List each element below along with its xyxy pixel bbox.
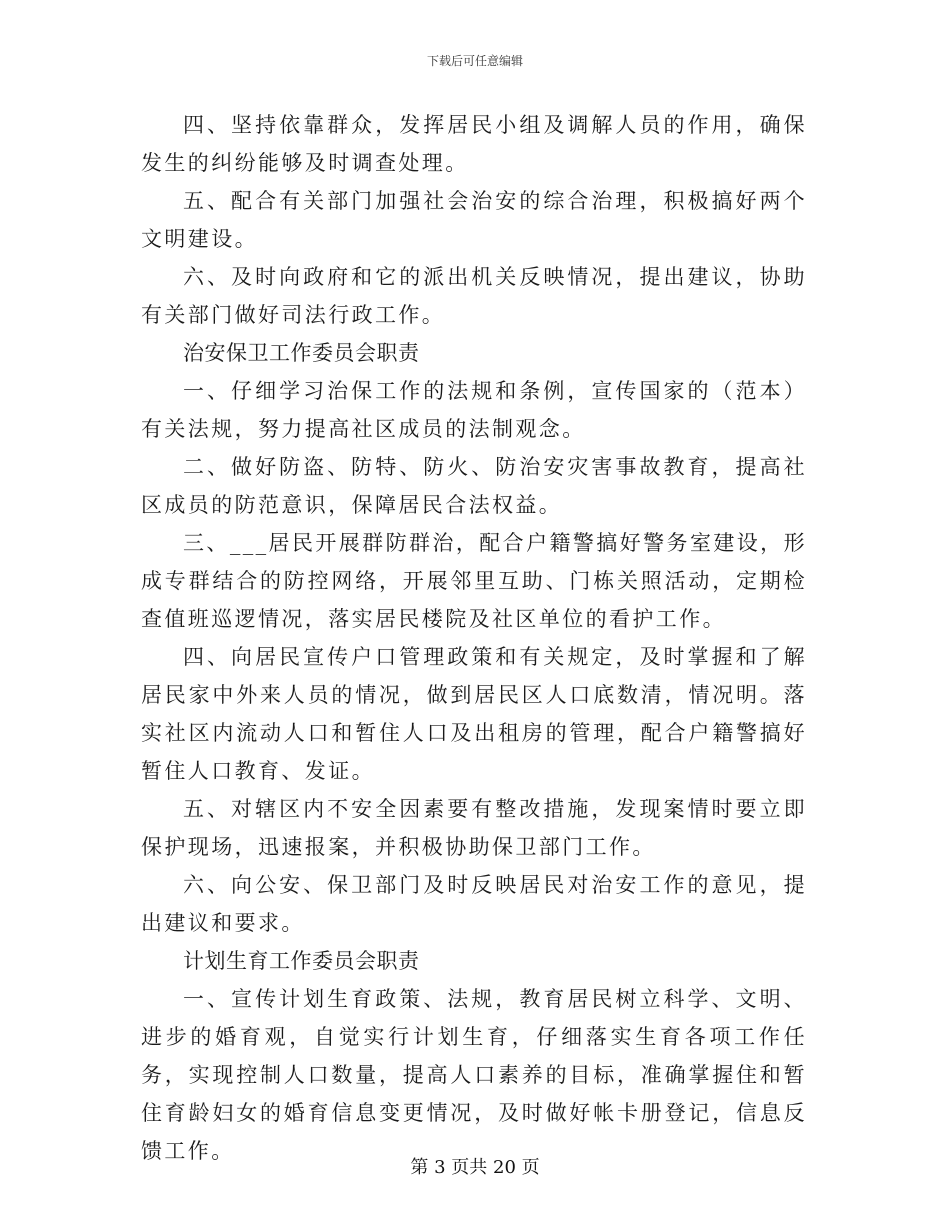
paragraph: 一、宣传计划生育政策、法规，教育居民树立科学、文明、进步的婚育观，自觉实行计划生育，仔细落实生育各项工作任务，实现控制人口数量，提高人口素养的目标，准确掌握住和暂住育龄妇女的婚育信息变更情况，及时做好帐卡册登记，信息反馈工作。 xyxy=(141,987,807,1163)
paragraph: 四、坚持依靠群众，发挥居民小组及调解人员的作用，确保发生的纠纷能够及时调查处理。 xyxy=(141,113,807,175)
section-heading: 治安保卫工作委员会职责 xyxy=(183,341,420,365)
document-body xyxy=(141,106,807,1170)
section-heading: 计划生育工作委员会职责 xyxy=(183,949,420,973)
paragraph: 六、向公安、保卫部门及时反映居民对治安工作的意见，提出建议和要求。 xyxy=(141,873,807,935)
paragraph: 五、配合有关部门加强社会治安的综合治理，积极搞好两个文明建设。 xyxy=(141,189,807,251)
paragraph: 五、对辖区内不安全因素要有整改措施，发现案情时要立即保护现场，迅速报案，并积极协助保卫部门工作。 xyxy=(141,797,807,859)
page-header-note: 下载后可任意编辑 xyxy=(426,54,523,68)
paragraph: 四、向居民宣传户口管理政策和有关规定，及时掌握和了解居民家中外来人员的情况，做到居民区人口底数清，情况明。落实社区内流动人口和暂住人口及出租房的管理，配合户籍警搞好暂住人口教育、发证。 xyxy=(141,645,807,783)
page-number: 第 3 页共 20 页 xyxy=(410,1157,540,1178)
paragraph: 一、仔细学习治保工作的法规和条例，宣传国家的（范本）有关法规，努力提高社区成员的法制观念。 xyxy=(141,379,807,441)
paragraph: 三、___居民开展群防群治，配合户籍警搞好警务室建设，形成专群结合的防控网络，开展邻里互助、门栋关照活动，定期检查值班巡逻情况，落实居民楼院及社区单位的看护工作。 xyxy=(141,531,807,631)
paragraph: 二、做好防盗、防特、防火、防治安灾害事故教育，提高社区成员的防范意识，保障居民合法权益。 xyxy=(141,455,807,517)
paragraph: 六、及时向政府和它的派出机关反映情况，提出建议，协助有关部门做好司法行政工作。 xyxy=(141,265,807,327)
